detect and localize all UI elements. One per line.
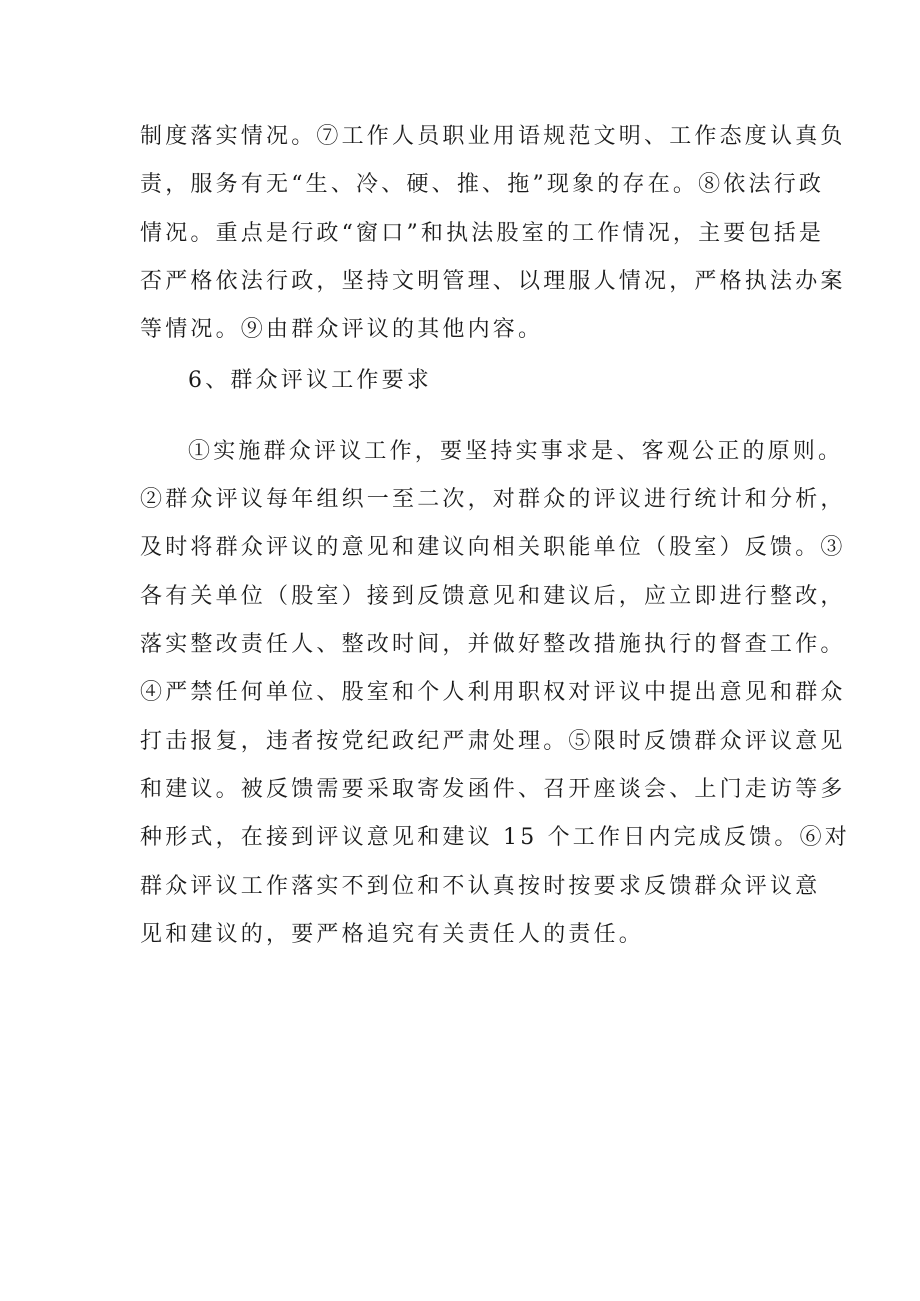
paragraph-line: 落实整改责任人、整改时间，并做好整改措施执行的督查工作。 xyxy=(140,632,846,657)
paragraph-line: 否严格依法行政，坚持文明管理、以理服人情况，严格执法办案 xyxy=(140,269,846,294)
paragraph-line: 和建议。被反馈需要采取寄发函件、召开座谈会、上门走访等多 xyxy=(140,777,846,802)
paragraph-line: 各有关单位（股室）接到反馈意见和建议后，应立即进行整改， xyxy=(140,584,846,609)
section-heading: 6、群众评议工作要求 xyxy=(188,368,432,393)
paragraph-line: 见和建议的，要严格追究有关责任人的责任。 xyxy=(140,922,645,947)
paragraph-line: 制度落实情况。⑦工作人员职业用语规范文明、工作态度认真负 xyxy=(140,124,846,149)
paragraph-line: 及时将群众评议的意见和建议向相关职能单位（股室）反馈。③ xyxy=(140,535,846,560)
paragraph-line: 种形式，在接到评议意见和建议 15 个工作日内完成反馈。⑥对 xyxy=(140,825,850,850)
paragraph-line: 群众评议工作落实不到位和不认真按时按要求反馈群众评议意 xyxy=(140,874,821,899)
paragraph-line: ④严禁任何单位、股室和个人利用职权对评议中提出意见和群众 xyxy=(140,680,846,705)
paragraph-line: 情况。重点是行政“窗口”和执法股室的工作情况，主要包括是 xyxy=(140,221,825,246)
paragraph-line: 打击报复，违者按党纪政纪严肃处理。⑤限时反馈群众评议意见 xyxy=(140,729,846,754)
paragraph-line: ②群众评议每年组织一至二次，对群众的评议进行统计和分析， xyxy=(140,487,846,512)
paragraph-line: 责，服务有无“生、冷、硬、推、拖”现象的存在。⑧依法行政 xyxy=(140,172,825,197)
paragraph-line: ①实施群众评议工作，要坚持实事求是、客观公正的原则。 xyxy=(188,439,844,464)
paragraph-line: 等情况。⑨由群众评议的其他内容。 xyxy=(140,317,544,342)
